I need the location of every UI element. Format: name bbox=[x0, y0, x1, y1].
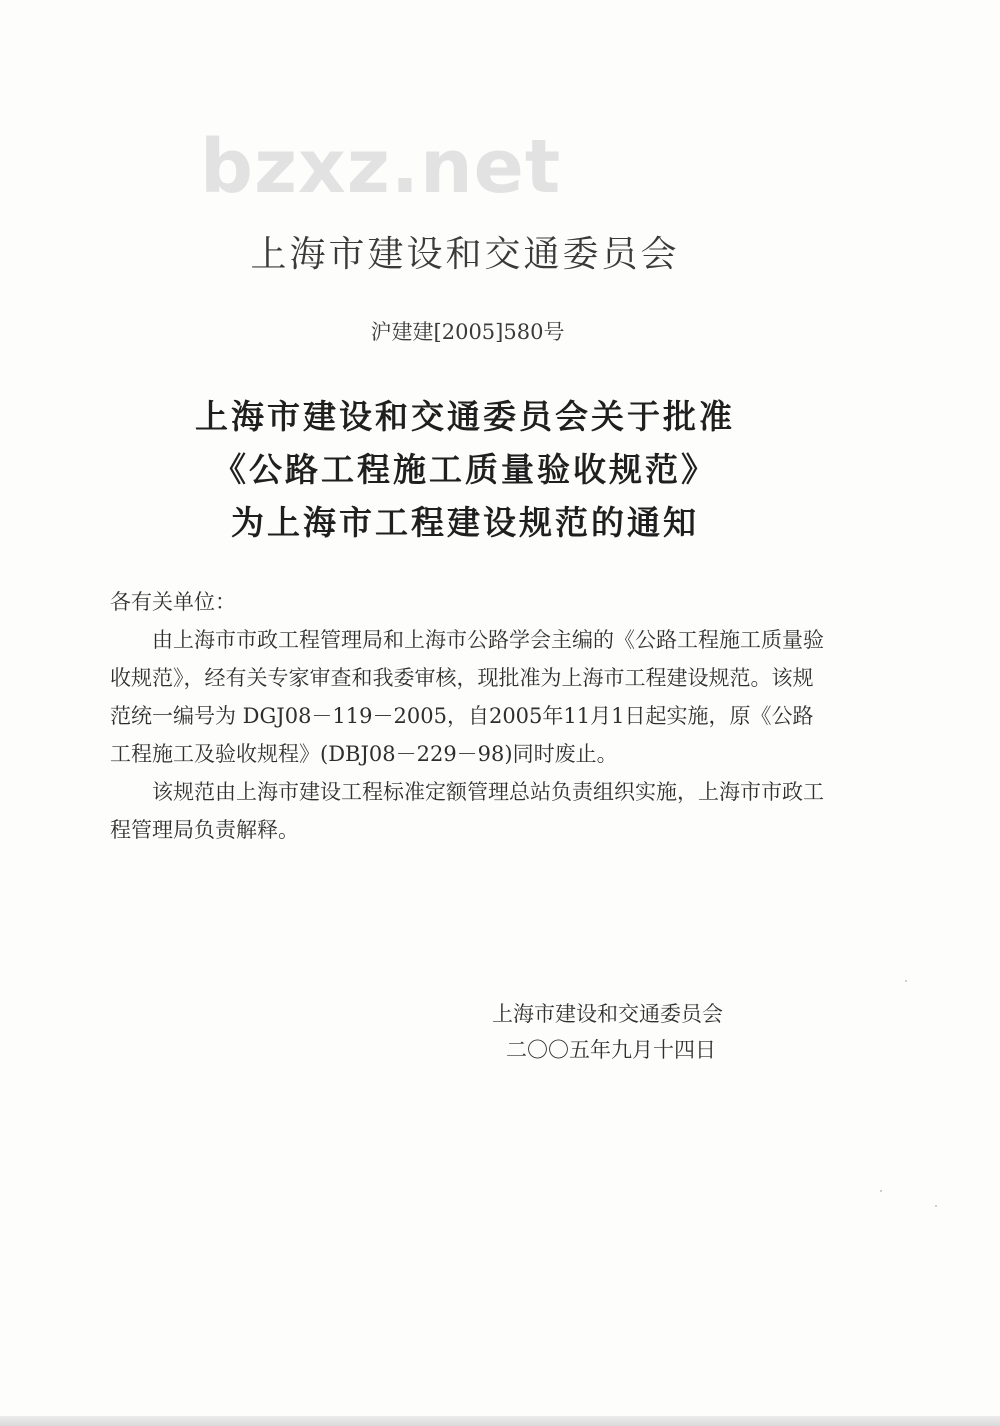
title-line-2: 《公路工程施工质量验收规范》 bbox=[213, 450, 717, 489]
title-line-3: 为上海市工程建设规范的通知 bbox=[231, 503, 699, 542]
signature-date: 二〇〇五年九月十四日 bbox=[506, 1038, 716, 1062]
body-paragraph-2: 该规范由上海市建设工程标准定额管理总站负责组织实施，上海市市政工程管理局负责解释。 bbox=[110, 780, 824, 842]
body-paragraph-1: 由上海市市政工程管理局和上海市公路学会主编的《公路工程施工质量验收规范》，经有关专家审查和我委审核，现批准为上海市工程建设规范。该规范统一编号为 DGJ08－119－2005，自2005年11月1日起实施，原《公路工程施工及验收规程》(DBJ08－229－98)同时废止。 bbox=[110, 628, 824, 766]
watermark: bzxz.net bbox=[200, 124, 562, 210]
signature-organization: 上海市建设和交通委员会 bbox=[492, 1002, 723, 1026]
title-line-1: 上海市建设和交通委员会关于批准 bbox=[195, 397, 735, 436]
scan-speck bbox=[880, 1190, 882, 1192]
page-bottom-edge bbox=[0, 1416, 1000, 1426]
document-number: 沪建建[2005]580号 bbox=[370, 320, 565, 344]
notice-body bbox=[110, 583, 830, 849]
salutation: 各有关单位： bbox=[110, 590, 236, 614]
scan-speck bbox=[905, 980, 907, 982]
issuing-organization-header: 上海市建设和交通委员会 bbox=[250, 234, 680, 275]
notice-title bbox=[0, 390, 930, 549]
scan-speck bbox=[935, 1205, 937, 1207]
signature-block bbox=[492, 996, 723, 1068]
